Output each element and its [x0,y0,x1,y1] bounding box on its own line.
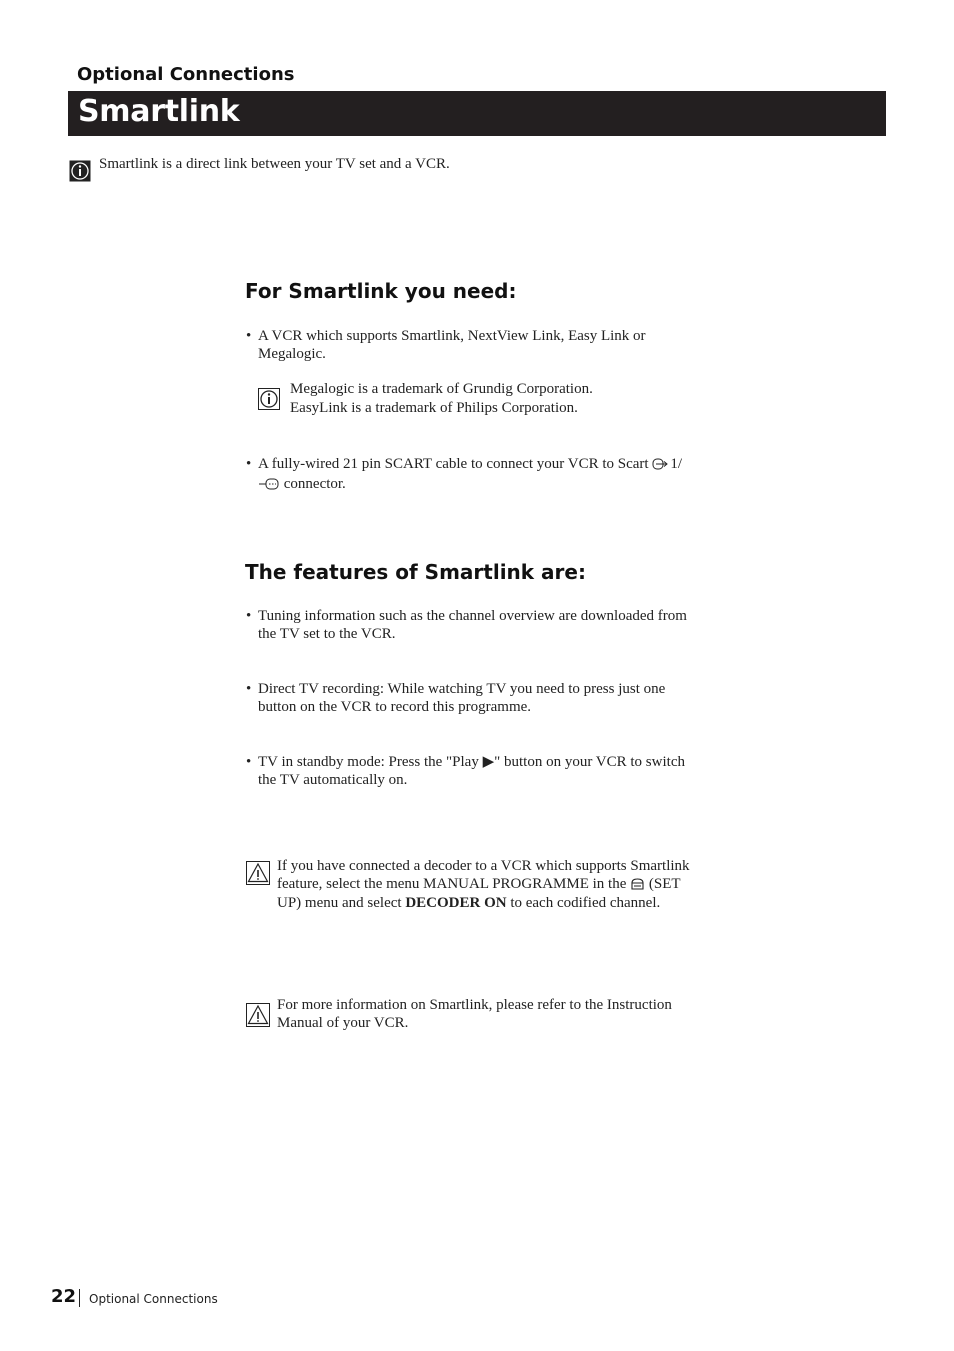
list-item [246,754,706,790]
decoder-on-label: DECODER ON [405,895,507,911]
decoder-warning-part3: to each codified channel. [510,895,661,911]
list-item-text: TV in standby mode: Press the "Play ▶" button on your VCR to switch the TV automatically on. [258,754,685,788]
list-item [246,681,706,717]
list-item [246,608,706,644]
warning-icon [246,861,270,885]
scart-input-icon [652,458,670,476]
bullet-dot: • [246,681,252,697]
list-item [246,456,706,492]
footer-divider [79,1289,80,1307]
need-heading: For Smartlink you need: [245,279,517,303]
list-item-text [258,456,698,495]
decoder-warning-text [277,858,707,913]
warning-icon [246,1003,270,1027]
footer-label: Optional Connections [89,1292,218,1306]
page-number: 22 [51,1286,77,1307]
bullet-dot: • [246,328,252,344]
bullet-dot: • [246,456,252,472]
setup-menu-icon [630,878,645,896]
bullet-dot: • [246,608,252,624]
trademark-note-2: EasyLink is a trademark of Philips Corporation. [290,400,578,416]
trademark-note-1: Megalogic is a trademark of Grundig Corporation. [290,381,593,397]
section-label: Optional Connections [77,64,295,85]
scart-text: A fully-wired 21 pin SCART cable to connect your VCR to Scart [258,456,649,472]
list-item-text: Direct TV recording: While watching TV you need to press just one button on the VCR to record this programme. [258,681,666,715]
intro-text: Smartlink is a direct link between your TV set and a VCR. [99,156,450,172]
list-item [246,328,706,364]
page-title: Smartlink [78,94,240,129]
scart-number: 1/ [670,456,683,472]
scart-connector-text: connector. [283,475,346,492]
title-bar [68,91,886,136]
scart-output-icon [258,478,280,496]
decoder-warning-part2: (SET UP) menu and select [277,875,681,911]
features-heading: The features of Smartlink are: [245,560,586,584]
list-item-text: A VCR which supports Smartlink, NextView Link, Easy Link or Megalogic. [258,328,646,362]
decoder-warning-part1: If you have connected a decoder to a VCR which supports Smartlink feature, select the menu MANUAL PROGRAMME in the [277,858,690,892]
bullet-dot: • [246,754,252,770]
info-icon [258,388,280,410]
vcr-manual-warning-text: For more information on Smartlink, please refer to the Instruction Manual of your VCR. [277,997,672,1031]
info-icon [69,160,91,182]
list-item-text: Tuning information such as the channel overview are downloaded from the TV set to the VCR. [258,608,687,642]
